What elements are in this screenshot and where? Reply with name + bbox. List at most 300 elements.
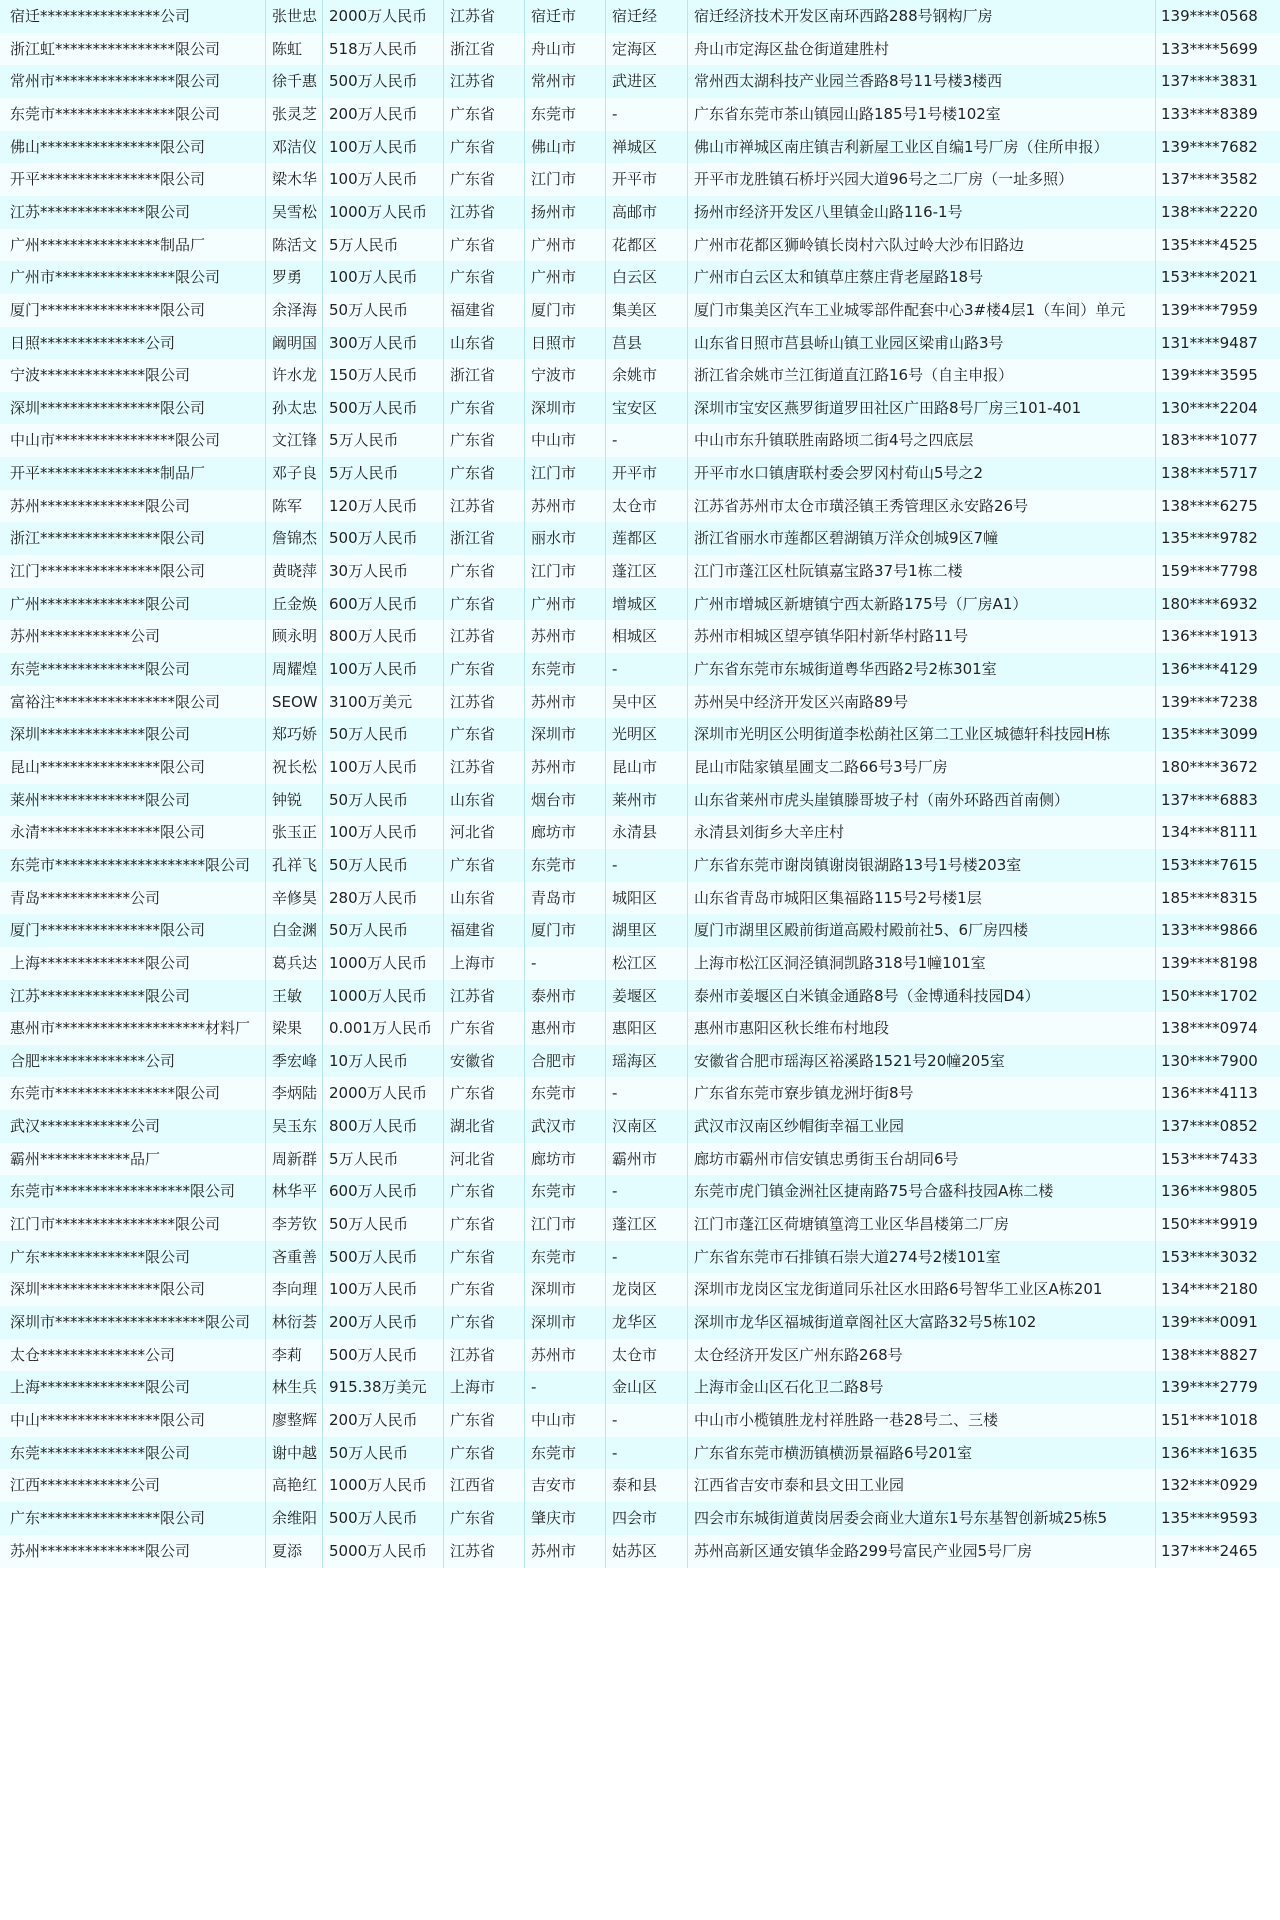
- table-row: [0, 229, 1280, 262]
- phone-cell: 150****1702: [1155, 980, 1276, 1013]
- company-name-cell: 青岛************公司: [10, 889, 161, 907]
- phone-cell: 135****9593: [1155, 1502, 1276, 1535]
- company-name-cell: 永清****************限公司: [10, 823, 206, 841]
- registered-capital-cell: 1000万人民币: [322, 980, 443, 1013]
- province-cell: 广东省: [443, 1175, 524, 1208]
- registered-capital-cell: 500万人民币: [322, 65, 443, 98]
- province-cell: 广东省: [443, 653, 524, 686]
- registered-capital-cell: 100万人民币: [322, 751, 443, 784]
- city-cell: 东莞市: [524, 98, 605, 131]
- table-row: [0, 1175, 1280, 1208]
- district-cell: 瑶海区: [605, 1045, 687, 1078]
- address-cell: 太仓经济开发区广州东路268号: [687, 1339, 1155, 1372]
- address-cell: 上海市松江区洞泾镇洞凯路318号1幢101室: [687, 947, 1155, 980]
- contact-person-cell: 梁果: [265, 1012, 322, 1045]
- registered-capital-cell: 200万人民币: [322, 1306, 443, 1339]
- city-cell: 常州市: [524, 65, 605, 98]
- district-cell: 吴中区: [605, 686, 687, 719]
- registered-capital-cell: 200万人民币: [322, 98, 443, 131]
- phone-cell: 180****3672: [1155, 751, 1276, 784]
- registered-capital-cell: 100万人民币: [322, 653, 443, 686]
- company-name-cell: 宁波**************限公司: [10, 366, 191, 384]
- city-cell: 东莞市: [524, 1241, 605, 1274]
- address-cell: 苏州市相城区望亭镇华阳村新华村路11号: [687, 620, 1155, 653]
- province-cell: 广东省: [443, 424, 524, 457]
- phone-cell: 138****2220: [1155, 196, 1276, 229]
- registered-capital-cell: 5万人民币: [322, 1143, 443, 1176]
- city-cell: 广州市: [524, 261, 605, 294]
- table-row: [0, 1110, 1280, 1143]
- registered-capital-cell: 50万人民币: [322, 294, 443, 327]
- company-name-cell: 深圳**************限公司: [10, 725, 191, 743]
- province-cell: 河北省: [443, 816, 524, 849]
- district-cell: 禅城区: [605, 131, 687, 164]
- province-cell: 山东省: [443, 327, 524, 360]
- table-row: [0, 849, 1280, 882]
- registered-capital-cell: 500万人民币: [322, 522, 443, 555]
- province-cell: 江苏省: [443, 65, 524, 98]
- registered-capital-cell: 800万人民币: [322, 1110, 443, 1143]
- district-cell: 相城区: [605, 620, 687, 653]
- district-cell: 定海区: [605, 33, 687, 66]
- address-cell: 开平市水口镇唐联村委会罗冈村荀山5号之2: [687, 457, 1155, 490]
- district-cell: 莲都区: [605, 522, 687, 555]
- city-cell: 吉安市: [524, 1469, 605, 1502]
- phone-cell: 138****0974: [1155, 1012, 1276, 1045]
- table-row: [0, 1208, 1280, 1241]
- district-cell: 泰和县: [605, 1469, 687, 1502]
- address-cell: 江苏省苏州市太仓市璜泾镇王秀管理区永安路26号: [687, 490, 1155, 523]
- table-row: [0, 588, 1280, 621]
- contact-person-cell: 白金渊: [265, 914, 322, 947]
- table-row: [0, 359, 1280, 392]
- phone-cell: 135****9782: [1155, 522, 1276, 555]
- registered-capital-cell: 5万人民币: [322, 457, 443, 490]
- city-cell: 厦门市: [524, 294, 605, 327]
- address-cell: 昆山市陆家镇星圃支二路66号3号厂房: [687, 751, 1155, 784]
- phone-cell: 139****7682: [1155, 131, 1276, 164]
- province-cell: 江苏省: [443, 0, 524, 33]
- city-cell: 日照市: [524, 327, 605, 360]
- table-row: [0, 1437, 1280, 1470]
- company-name-cell: 苏州**************限公司: [10, 497, 191, 515]
- phone-cell: 137****6883: [1155, 784, 1276, 817]
- province-cell: 广东省: [443, 849, 524, 882]
- table-row: [0, 392, 1280, 425]
- province-cell: 上海市: [443, 1371, 524, 1404]
- province-cell: 江苏省: [443, 751, 524, 784]
- district-cell: 光明区: [605, 718, 687, 751]
- company-name-cell: 浙江****************限公司: [10, 529, 206, 547]
- table-row: [0, 261, 1280, 294]
- company-name-cell: 深圳市********************限公司: [10, 1313, 251, 1331]
- table-row: [0, 980, 1280, 1013]
- contact-person-cell: 孔祥飞: [265, 849, 322, 882]
- table-row: [0, 0, 1280, 33]
- province-cell: 江西省: [443, 1469, 524, 1502]
- phone-cell: 136****9805: [1155, 1175, 1276, 1208]
- table-row: [0, 1371, 1280, 1404]
- city-cell: 烟台市: [524, 784, 605, 817]
- city-cell: 惠州市: [524, 1012, 605, 1045]
- phone-cell: 153****7433: [1155, 1143, 1276, 1176]
- address-cell: 上海市金山区石化卫二路8号: [687, 1371, 1155, 1404]
- province-cell: 山东省: [443, 784, 524, 817]
- phone-cell: 136****4113: [1155, 1077, 1276, 1110]
- table-row: [0, 555, 1280, 588]
- province-cell: 广东省: [443, 1437, 524, 1470]
- city-cell: 东莞市: [524, 1077, 605, 1110]
- phone-cell: 138****8827: [1155, 1339, 1276, 1372]
- province-cell: 上海市: [443, 947, 524, 980]
- phone-cell: 150****9919: [1155, 1208, 1276, 1241]
- company-name-cell: 江苏**************限公司: [10, 987, 191, 1005]
- address-cell: 广东省东莞市谢岗镇谢岗银湖路13号1号楼203室: [687, 849, 1155, 882]
- registered-capital-cell: 915.38万美元: [322, 1371, 443, 1404]
- company-name-cell: 武汉************公司: [10, 1117, 161, 1135]
- table-row: [0, 196, 1280, 229]
- district-cell: 昆山市: [605, 751, 687, 784]
- phone-cell: 137****2465: [1155, 1535, 1276, 1568]
- contact-person-cell: SEOW: [265, 686, 322, 719]
- city-cell: 合肥市: [524, 1045, 605, 1078]
- address-cell: 舟山市定海区盐仓街道建胜村: [687, 33, 1155, 66]
- phone-cell: 130****7900: [1155, 1045, 1276, 1078]
- table-row: [0, 686, 1280, 719]
- company-name-cell: 江西************公司: [10, 1476, 161, 1494]
- contact-person-cell: 陈活文: [265, 229, 322, 262]
- city-cell: 厦门市: [524, 914, 605, 947]
- company-name-cell: 宿迁****************公司: [10, 7, 191, 25]
- district-cell: 四会市: [605, 1502, 687, 1535]
- province-cell: 湖北省: [443, 1110, 524, 1143]
- province-cell: 江苏省: [443, 1339, 524, 1372]
- district-cell: -: [605, 849, 687, 882]
- address-cell: 扬州市经济开发区八里镇金山路116-1号: [687, 196, 1155, 229]
- address-cell: 广东省东莞市石排镇石崇大道274号2楼101室: [687, 1241, 1155, 1274]
- table-row: [0, 1241, 1280, 1274]
- phone-cell: 130****2204: [1155, 392, 1276, 425]
- phone-cell: 139****7959: [1155, 294, 1276, 327]
- address-cell: 东莞市虎门镇金洲社区捷南路75号合盛科技园A栋二楼: [687, 1175, 1155, 1208]
- city-cell: 深圳市: [524, 1306, 605, 1339]
- contact-person-cell: 梁木华: [265, 163, 322, 196]
- company-name-cell: 广州市****************限公司: [10, 268, 221, 286]
- registered-capital-cell: 150万人民币: [322, 359, 443, 392]
- contact-person-cell: 邓子良: [265, 457, 322, 490]
- contact-person-cell: 季宏峰: [265, 1045, 322, 1078]
- city-cell: 江门市: [524, 1208, 605, 1241]
- district-cell: 姜堰区: [605, 980, 687, 1013]
- table-row: [0, 1502, 1280, 1535]
- address-cell: 广东省东莞市横沥镇横沥景福路6号201室: [687, 1437, 1155, 1470]
- district-cell: 莱州市: [605, 784, 687, 817]
- province-cell: 广东省: [443, 392, 524, 425]
- province-cell: 广东省: [443, 1306, 524, 1339]
- contact-person-cell: 葛兵达: [265, 947, 322, 980]
- phone-cell: 131****9487: [1155, 327, 1276, 360]
- province-cell: 广东省: [443, 229, 524, 262]
- province-cell: 广东省: [443, 163, 524, 196]
- contact-person-cell: 顾永明: [265, 620, 322, 653]
- registered-capital-cell: 50万人民币: [322, 718, 443, 751]
- contact-person-cell: 吴玉东: [265, 1110, 322, 1143]
- province-cell: 广东省: [443, 588, 524, 621]
- city-cell: 东莞市: [524, 653, 605, 686]
- district-cell: 龙岗区: [605, 1273, 687, 1306]
- registered-capital-cell: 30万人民币: [322, 555, 443, 588]
- registered-capital-cell: 0.001万人民币: [322, 1012, 443, 1045]
- contact-person-cell: 钟锐: [265, 784, 322, 817]
- city-cell: 东莞市: [524, 1437, 605, 1470]
- contact-person-cell: 高艳红: [265, 1469, 322, 1502]
- city-cell: 中山市: [524, 1404, 605, 1437]
- company-name-cell: 太仓**************公司: [10, 1346, 176, 1364]
- phone-cell: 180****6932: [1155, 588, 1276, 621]
- registered-capital-cell: 1000万人民币: [322, 947, 443, 980]
- company-name-cell: 霸州************品厂: [10, 1150, 161, 1168]
- address-cell: 中山市东升镇联胜南路顷二街4号之四底层: [687, 424, 1155, 457]
- province-cell: 山东省: [443, 882, 524, 915]
- address-cell: 浙江省余姚市兰江街道直江路16号（自主申报）: [687, 359, 1155, 392]
- table-row: [0, 522, 1280, 555]
- address-cell: 广州市白云区太和镇草庄蔡庄背老屋路18号: [687, 261, 1155, 294]
- city-cell: 泰州市: [524, 980, 605, 1013]
- city-cell: 扬州市: [524, 196, 605, 229]
- province-cell: 江苏省: [443, 196, 524, 229]
- contact-person-cell: 林衍荟: [265, 1306, 322, 1339]
- table-row: [0, 1404, 1280, 1437]
- registered-capital-cell: 100万人民币: [322, 261, 443, 294]
- contact-person-cell: 夏添: [265, 1535, 322, 1568]
- contact-person-cell: 林生兵: [265, 1371, 322, 1404]
- table-row: [0, 1469, 1280, 1502]
- registered-capital-cell: 3100万美元: [322, 686, 443, 719]
- contact-person-cell: 黄晓萍: [265, 555, 322, 588]
- city-cell: 舟山市: [524, 33, 605, 66]
- district-cell: 开平市: [605, 163, 687, 196]
- city-cell: 苏州市: [524, 1535, 605, 1568]
- phone-cell: 139****2779: [1155, 1371, 1276, 1404]
- contact-person-cell: 孙太忠: [265, 392, 322, 425]
- registered-capital-cell: 100万人民币: [322, 131, 443, 164]
- district-cell: 白云区: [605, 261, 687, 294]
- phone-cell: 138****6275: [1155, 490, 1276, 523]
- district-cell: -: [605, 1241, 687, 1274]
- city-cell: -: [524, 1371, 605, 1404]
- district-cell: 城阳区: [605, 882, 687, 915]
- district-cell: -: [605, 1437, 687, 1470]
- address-cell: 广州市增城区新塘镇宁西太新路175号（厂房A1）: [687, 588, 1155, 621]
- table-row: [0, 718, 1280, 751]
- table-row: [0, 1143, 1280, 1176]
- registered-capital-cell: 50万人民币: [322, 1437, 443, 1470]
- district-cell: 龙华区: [605, 1306, 687, 1339]
- address-cell: 深圳市宝安区燕罗街道罗田社区广田路8号厂房三101-401: [687, 392, 1155, 425]
- table-row: [0, 33, 1280, 66]
- city-cell: 廊坊市: [524, 1143, 605, 1176]
- registered-capital-cell: 280万人民币: [322, 882, 443, 915]
- company-name-cell: 广东**************限公司: [10, 1248, 191, 1266]
- address-cell: 广州市花都区狮岭镇长岗村六队过岭大沙布旧路边: [687, 229, 1155, 262]
- company-name-cell: 开平****************制品厂: [10, 464, 206, 482]
- district-cell: -: [605, 424, 687, 457]
- registered-capital-cell: 1000万人民币: [322, 196, 443, 229]
- district-cell: 松江区: [605, 947, 687, 980]
- registered-capital-cell: 2000万人民币: [322, 0, 443, 33]
- address-cell: 广东省东莞市茶山镇园山路185号1号楼102室: [687, 98, 1155, 131]
- phone-cell: 153****2021: [1155, 261, 1276, 294]
- province-cell: 江苏省: [443, 620, 524, 653]
- city-cell: 佛山市: [524, 131, 605, 164]
- province-cell: 广东省: [443, 1012, 524, 1045]
- registered-capital-cell: 50万人民币: [322, 849, 443, 882]
- contact-person-cell: 郑巧娇: [265, 718, 322, 751]
- phone-cell: 139****0568: [1155, 0, 1276, 33]
- table-row: [0, 1012, 1280, 1045]
- company-name-cell: 苏州************公司: [10, 627, 161, 645]
- company-name-cell: 常州市****************限公司: [10, 72, 221, 90]
- phone-cell: 153****7615: [1155, 849, 1276, 882]
- city-cell: 广州市: [524, 229, 605, 262]
- address-cell: 浙江省丽水市莲都区碧湖镇万洋众创城9区7幢: [687, 522, 1155, 555]
- district-cell: -: [605, 1077, 687, 1110]
- registered-capital-cell: 300万人民币: [322, 327, 443, 360]
- contact-person-cell: 邓洁仪: [265, 131, 322, 164]
- district-cell: 霸州市: [605, 1143, 687, 1176]
- phone-cell: 139****8198: [1155, 947, 1276, 980]
- table-row: [0, 98, 1280, 131]
- address-cell: 江西省吉安市泰和县文田工业园: [687, 1469, 1155, 1502]
- table-row: [0, 457, 1280, 490]
- province-cell: 江苏省: [443, 1535, 524, 1568]
- registered-capital-cell: 10万人民币: [322, 1045, 443, 1078]
- company-name-cell: 日照**************公司: [10, 334, 176, 352]
- table-row: [0, 327, 1280, 360]
- company-name-cell: 上海**************限公司: [10, 1378, 191, 1396]
- phone-cell: 135****3099: [1155, 718, 1276, 751]
- phone-cell: 159****7798: [1155, 555, 1276, 588]
- table-row: [0, 65, 1280, 98]
- registered-capital-cell: 500万人民币: [322, 392, 443, 425]
- registered-capital-cell: 5万人民币: [322, 229, 443, 262]
- contact-person-cell: 李莉: [265, 1339, 322, 1372]
- phone-cell: 136****4129: [1155, 653, 1276, 686]
- contact-person-cell: 周耀煌: [265, 653, 322, 686]
- city-cell: -: [524, 947, 605, 980]
- city-cell: 江门市: [524, 457, 605, 490]
- province-cell: 广东省: [443, 1241, 524, 1274]
- province-cell: 广东省: [443, 1404, 524, 1437]
- province-cell: 广东省: [443, 457, 524, 490]
- registered-capital-cell: 1000万人民币: [322, 1469, 443, 1502]
- contact-person-cell: 丘金焕: [265, 588, 322, 621]
- company-name-cell: 厦门****************限公司: [10, 301, 206, 319]
- registered-capital-cell: 100万人民币: [322, 163, 443, 196]
- table-row: [0, 1273, 1280, 1306]
- phone-cell: 136****1635: [1155, 1437, 1276, 1470]
- company-name-cell: 东莞**************限公司: [10, 1444, 191, 1462]
- address-cell: 广东省东莞市东城街道粤华西路2号2栋301室: [687, 653, 1155, 686]
- city-cell: 江门市: [524, 555, 605, 588]
- phone-cell: 135****4525: [1155, 229, 1276, 262]
- phone-cell: 137****3582: [1155, 163, 1276, 196]
- phone-cell: 133****8389: [1155, 98, 1276, 131]
- district-cell: 增城区: [605, 588, 687, 621]
- registered-capital-cell: 2000万人民币: [322, 1077, 443, 1110]
- province-cell: 福建省: [443, 294, 524, 327]
- district-cell: 永清县: [605, 816, 687, 849]
- company-name-cell: 佛山****************限公司: [10, 138, 206, 156]
- address-cell: 苏州高新区通安镇华金路299号富民产业园5号厂房: [687, 1535, 1155, 1568]
- address-cell: 深圳市龙华区福城街道章阁社区大富路32号5栋102: [687, 1306, 1155, 1339]
- contact-person-cell: 詹锦杰: [265, 522, 322, 555]
- province-cell: 浙江省: [443, 522, 524, 555]
- contact-person-cell: 林华平: [265, 1175, 322, 1208]
- company-name-cell: 中山市****************限公司: [10, 431, 221, 449]
- province-cell: 广东省: [443, 131, 524, 164]
- company-name-cell: 广州****************制品厂: [10, 236, 206, 254]
- province-cell: 广东省: [443, 1273, 524, 1306]
- district-cell: 太仓市: [605, 490, 687, 523]
- province-cell: 广东省: [443, 718, 524, 751]
- province-cell: 广东省: [443, 1502, 524, 1535]
- company-name-cell: 广州**************限公司: [10, 595, 191, 613]
- company-name-cell: 江门****************限公司: [10, 562, 206, 580]
- registered-capital-cell: 800万人民币: [322, 620, 443, 653]
- city-cell: 中山市: [524, 424, 605, 457]
- company-name-cell: 上海**************限公司: [10, 954, 191, 972]
- city-cell: 深圳市: [524, 718, 605, 751]
- address-cell: 江门市蓬江区杜阮镇嘉宝路37号1栋二楼: [687, 555, 1155, 588]
- contact-person-cell: 陈虹: [265, 33, 322, 66]
- table-row: [0, 914, 1280, 947]
- table-row: [0, 620, 1280, 653]
- address-cell: 山东省莱州市虎头崖镇滕哥坡子村（南外环路西首南侧）: [687, 784, 1155, 817]
- company-name-cell: 东莞市******************限公司: [10, 1182, 236, 1200]
- district-cell: 姑苏区: [605, 1535, 687, 1568]
- address-cell: 山东省青岛市城阳区集福路115号2号楼1层: [687, 882, 1155, 915]
- district-cell: 蓬江区: [605, 1208, 687, 1241]
- contact-person-cell: 吴雪松: [265, 196, 322, 229]
- table-row: [0, 1339, 1280, 1372]
- company-name-cell: 江苏**************限公司: [10, 203, 191, 221]
- province-cell: 江苏省: [443, 490, 524, 523]
- district-cell: 惠阳区: [605, 1012, 687, 1045]
- province-cell: 广东省: [443, 1208, 524, 1241]
- phone-cell: 136****1913: [1155, 620, 1276, 653]
- table-row: [0, 424, 1280, 457]
- company-name-cell: 广东****************限公司: [10, 1509, 206, 1527]
- table-row: [0, 947, 1280, 980]
- contact-person-cell: 张世忠: [265, 0, 322, 33]
- contact-person-cell: 余维阳: [265, 1502, 322, 1535]
- table-row: [0, 131, 1280, 164]
- city-cell: 深圳市: [524, 392, 605, 425]
- table-row: [0, 294, 1280, 327]
- contact-person-cell: 罗勇: [265, 261, 322, 294]
- city-cell: 武汉市: [524, 1110, 605, 1143]
- district-cell: 开平市: [605, 457, 687, 490]
- registered-capital-cell: 200万人民币: [322, 1404, 443, 1437]
- district-cell: 集美区: [605, 294, 687, 327]
- district-cell: 太仓市: [605, 1339, 687, 1372]
- district-cell: -: [605, 1404, 687, 1437]
- contact-person-cell: 谢中越: [265, 1437, 322, 1470]
- registered-capital-cell: 518万人民币: [322, 33, 443, 66]
- company-name-cell: 东莞市********************限公司: [10, 856, 251, 874]
- city-cell: 宁波市: [524, 359, 605, 392]
